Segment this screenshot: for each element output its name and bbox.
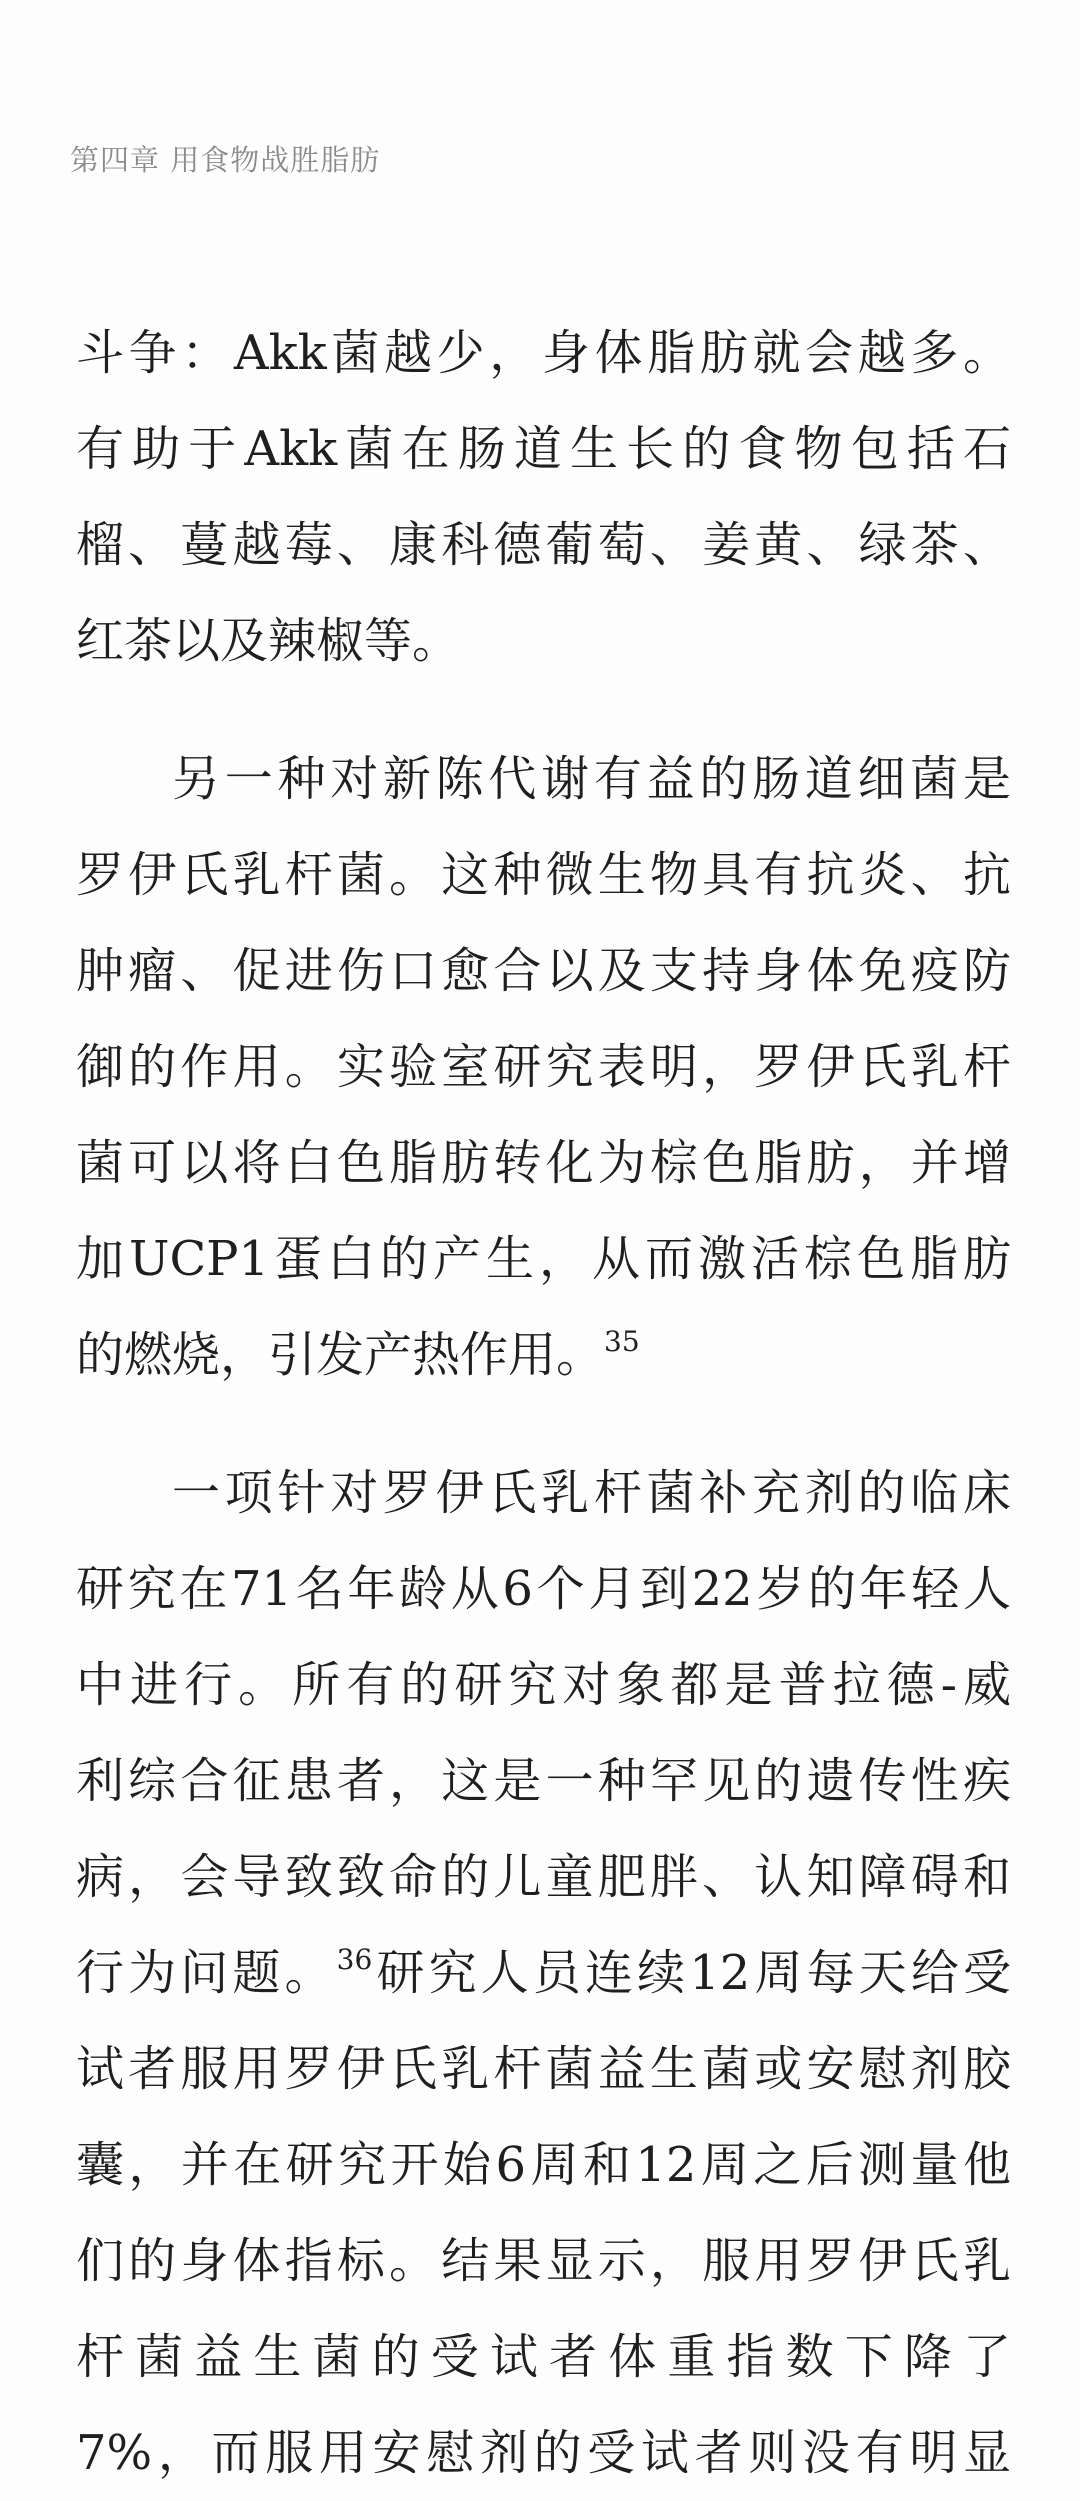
- text-line: 肿瘤、促进伤口愈合以及支持身体免疫防: [76, 943, 1011, 999]
- paragraph: [76, 305, 1011, 689]
- footnote-marker[interactable]: 35: [604, 1325, 640, 1358]
- text-line: 7%，而服用安慰剂的受试者则没有明显: [76, 2425, 1011, 2481]
- text-line: 斗争：Akk菌越少，身体脂肪就会越多。: [76, 325, 1011, 381]
- reading-pane[interactable]: [76, 305, 1011, 2501]
- chapter-title: 第四章 用食物战胜脂肪: [70, 143, 381, 177]
- text-line: 另一种对新陈代谢有益的肠道细菌是: [172, 751, 1011, 807]
- paragraph: [76, 731, 1011, 1403]
- paragraph: [76, 1445, 1011, 2501]
- text-line: 利综合征患者，这是一种罕见的遗传性疾: [76, 1753, 1011, 1809]
- text-line: 们的身体指标。结果显示，服用罗伊氏乳: [76, 2233, 1011, 2289]
- text-line: 病，会导致致命的儿童肥胖、认知障碍和: [76, 1849, 1011, 1905]
- text-line: 加UCP1蛋白的产生，从而激活棕色脂肪: [76, 1231, 1011, 1287]
- paragraph-spacer: [76, 689, 1011, 731]
- text-line: [76, 1307, 1011, 1403]
- text-line: 御的作用。实验室研究表明，罗伊氏乳杆: [76, 1039, 1011, 1095]
- text-line: 杆菌益生菌的受试者体重指数下降了: [76, 2329, 1011, 2385]
- text-line: 榴、蔓越莓、康科德葡萄、姜黄、绿茶、: [76, 517, 1011, 573]
- text-line-prefix: 行为问题。: [76, 1945, 337, 2001]
- text-line: [76, 1925, 1011, 2021]
- footnote-marker[interactable]: 36: [336, 1943, 373, 1976]
- text-line: 研究在71名年龄从6个月到22岁的年轻人: [76, 1561, 1011, 1617]
- text-line: 试者服用罗伊氏乳杆菌益生菌或安慰剂胶: [76, 2041, 1011, 2097]
- text-line: 一项针对罗伊氏乳杆菌补充剂的临床: [172, 1465, 1011, 1521]
- text-line-body: 的燃烧，引发产热作用。: [76, 1327, 605, 1383]
- text-line: 菌可以将白色脂肪转化为棕色脂肪，并增: [76, 1135, 1011, 1191]
- text-line: 红茶以及辣椒等。: [76, 613, 461, 669]
- paragraph-spacer: [76, 1403, 1011, 1445]
- text-line: 中进行。所有的研究对象都是普拉德-威: [76, 1657, 1011, 1713]
- text-line-body: 研究人员连续12周每天给受: [372, 1945, 1011, 2001]
- text-line: 有助于Akk菌在肠道生长的食物包括石: [76, 421, 1011, 477]
- text-line: 囊，并在研究开始6周和12周之后测量他: [76, 2137, 1011, 2193]
- text-line: 罗伊氏乳杆菌。这种微生物具有抗炎、抗: [76, 847, 1011, 903]
